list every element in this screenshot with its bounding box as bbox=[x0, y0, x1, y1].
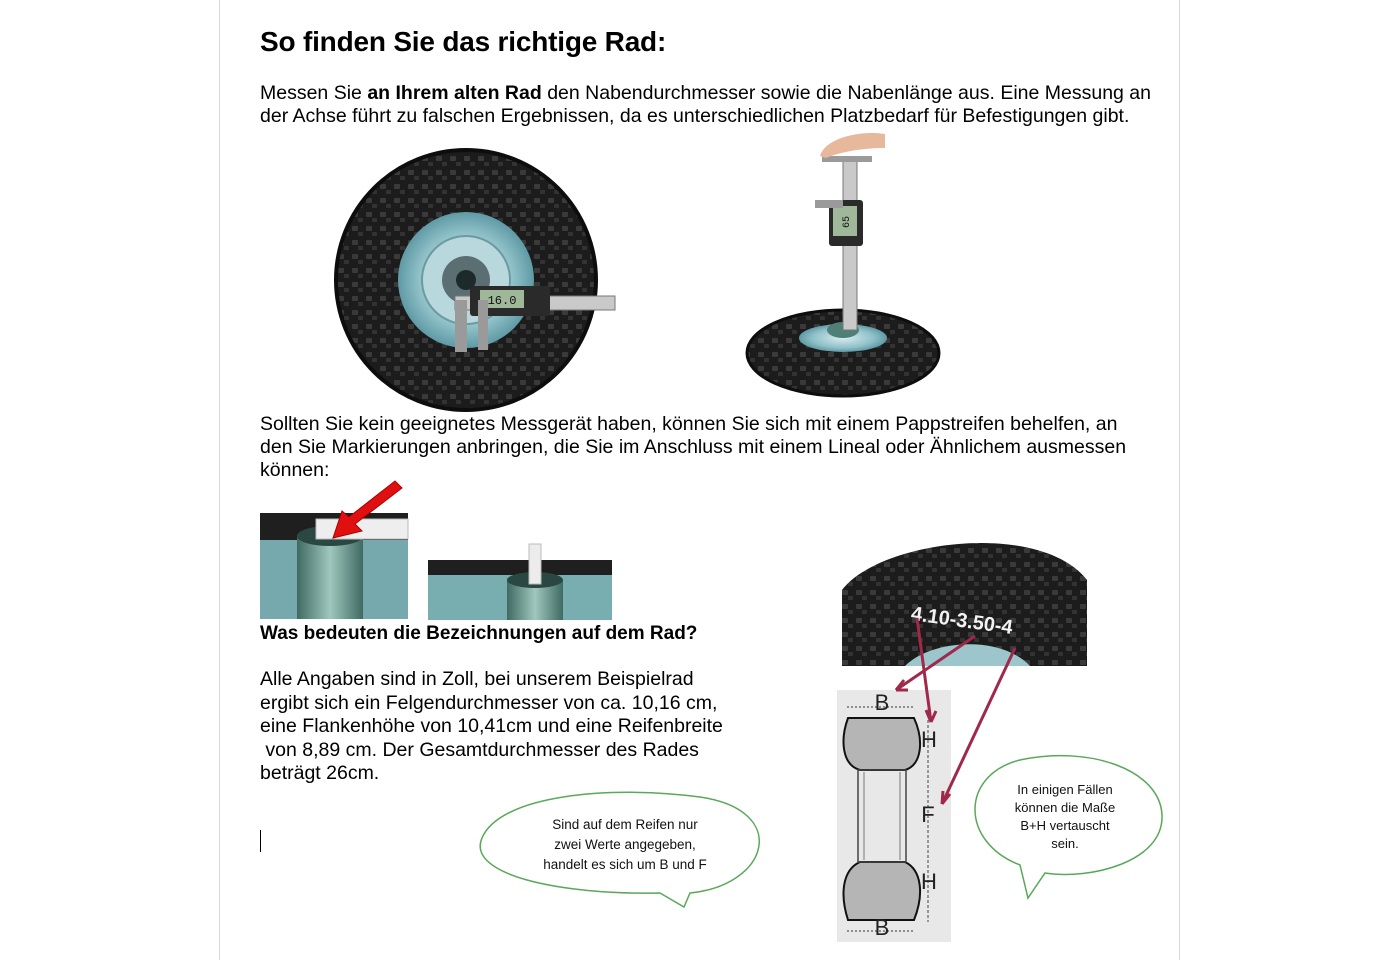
hand bbox=[820, 133, 885, 158]
explanation-line-4: von 8,89 cm. Der Gesamtdurchmesser des Rades bbox=[260, 738, 699, 761]
bubble-right-line-4: sein. bbox=[1051, 836, 1079, 851]
intro-text-end: den Nabendurchmesser sowie die Nabenlänge aus. Eine Messung an der Achse führt zu falschen Ergebnissen, da es unterschiedlichen Platzbedarf für Befestigungen gibt. bbox=[260, 82, 1151, 127]
caliper-reading-1: 16.0 bbox=[487, 294, 517, 308]
label-h-top: H bbox=[921, 727, 937, 752]
label-b-bottom: B bbox=[874, 915, 890, 940]
bubble-left-line-2: zwei Werte angegeben, bbox=[554, 837, 696, 852]
tire-cross-section-diagram bbox=[837, 690, 951, 942]
bubble-left-line-3: handelt es sich um B und F bbox=[543, 857, 707, 872]
bubble-left-text bbox=[520, 815, 730, 875]
text-cursor[interactable] bbox=[260, 830, 261, 852]
intro-text-start: Messen Sie bbox=[260, 82, 368, 104]
tire-marking-text: 4.10-3.50-4 bbox=[909, 602, 1015, 640]
explanation-line-2: ergibt sich ein Felgendurchmesser von ca. 10,16 cm, bbox=[260, 691, 718, 714]
caliper-reading-2: 65 bbox=[842, 215, 853, 229]
explanation-paragraph bbox=[260, 668, 740, 786]
tire-section-bottom bbox=[844, 862, 921, 920]
cardboard-photo-1 bbox=[260, 481, 408, 619]
bubble-right-line-2: können die Maße bbox=[1014, 800, 1116, 815]
caliper-vertical bbox=[815, 133, 885, 330]
designations-heading: Was bedeuten die Bezeichnungen auf dem Rad? bbox=[260, 623, 698, 644]
wheel-front-photo bbox=[336, 150, 596, 410]
cardboard-photo-2 bbox=[428, 544, 612, 620]
alternative-paragraph: Sollten Sie kein geeignetes Messgerät haben, können Sie sich mit einem Pappstreifen behelfen, an den Sie Markierungen anbringen, die Sie im Anschluss mit einem Lineal oder Ähnlichem ausmessen können: bbox=[260, 413, 1127, 481]
label-b-top: B bbox=[874, 690, 890, 715]
label-f: F bbox=[921, 802, 935, 827]
bubble-left-line-1: Sind auf dem Reifen nur bbox=[552, 817, 698, 832]
bubble-right-line-3: B+H vertauscht bbox=[1020, 818, 1110, 833]
page-title: So finden Sie das richtige Rad: bbox=[260, 26, 667, 57]
bubble-right-line-1: In einigen Fällen bbox=[1017, 782, 1113, 797]
cardboard-strip-1 bbox=[316, 519, 408, 539]
tire-marking-photo bbox=[842, 543, 1087, 666]
bubble-right-text bbox=[1000, 781, 1130, 853]
cardboard-strip-2 bbox=[529, 544, 541, 584]
tire-section-top bbox=[844, 718, 921, 770]
intro-text-bold: an Ihrem alten Rad bbox=[367, 82, 542, 104]
explanation-line-1: Alle Angaben sind in Zoll, bei unserem Beispielrad bbox=[260, 668, 694, 690]
explanation-line-5: beträgt 26cm. bbox=[260, 762, 380, 784]
label-h-bottom: H bbox=[921, 869, 937, 894]
explanation-line-3: eine Flankenhöhe von 10,41cm und eine Reifenbreite bbox=[260, 715, 723, 737]
